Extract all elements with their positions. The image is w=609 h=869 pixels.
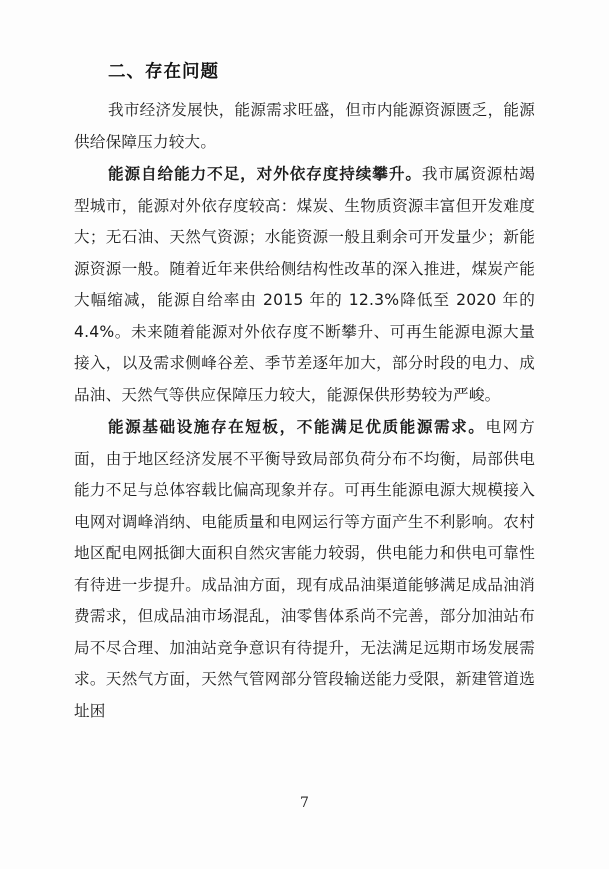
paragraph-text: 我市经济发展快，能源需求旺盛，但市内能源资源匮乏，能源供给保障压力较大。 xyxy=(74,101,535,151)
paragraph-intro xyxy=(74,95,535,158)
paragraph-text: 电网方面，由于地区经济发展不平衡导致局部负荷分布不均衡，局部供电能力不足与总体容载比偏高现象并存。可再生能源电源大规模接入电网对调峰消纳、电能质量和电网运行等方面产生不利影响。农村地区配电网抵御大面积自然灾害能力较弱，供电能力和供电可靠性有待进一步提升。成品油方面，现有成品油渠道能够满足成品油消费需求，但成品油市场混乱，油零售体系尚不完善，部分加油站布局不尽合理、加油站竞争意识有待提升，无法满足远期市场发展需求。天然气方面，天然气管网部分管段输送能力受限，新建管道选址困 xyxy=(74,418,535,720)
paragraph-bold-lead: 能源基础设施存在短板，不能满足优质能源需求。 xyxy=(108,418,486,436)
paragraph-energy-self-sufficiency xyxy=(74,159,535,411)
section-heading: 二、存在问题 xyxy=(108,62,219,82)
page-number: 7 xyxy=(300,795,309,811)
paragraph-text: 我市属资源枯竭型城市，能源对外依存度较高：煤炭、生物质资源丰富但开发难度大；无石油、天然气资源；水能资源一般且剩余可开发量少；新能源资源一般。随着近年来供给侧结构性改革的深入推进，煤炭产能大幅缩减，能源自给率由 2015 年的 12.3%降低至 2020 年的 4.4%。未来随着能源对外依存度不断攀升、可再生能源电源大量接入，以及需求侧峰谷差、季节差逐年加大，部分时段的电力、成品油、天然气等供应保障压力较大，能源保供形势较为严峻。 xyxy=(74,165,535,404)
paragraph-infrastructure-shortcomings xyxy=(74,412,535,727)
paragraph-bold-lead: 能源自给能力不足，对外依存度持续攀升。 xyxy=(108,165,422,183)
